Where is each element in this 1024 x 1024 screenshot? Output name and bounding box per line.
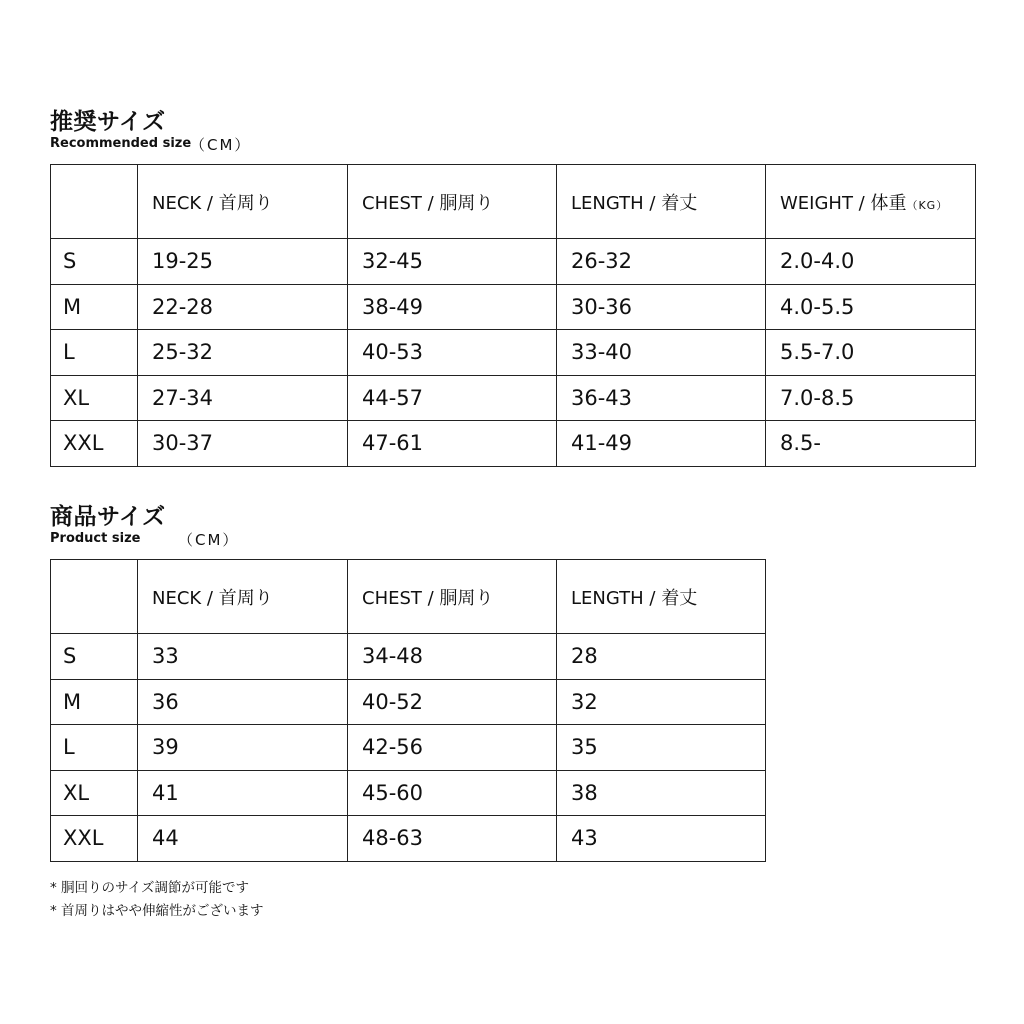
chest-cell: 34-48 [348, 634, 557, 680]
header-weight [766, 165, 976, 239]
size-notes [50, 877, 264, 923]
size-label: XL [51, 770, 138, 816]
chest-cell: 44-57 [348, 375, 557, 421]
size-label: S [51, 634, 138, 680]
weight-cell: 5.5-7.0 [766, 330, 976, 376]
table-row [51, 770, 766, 816]
chest-cell: 40-52 [348, 679, 557, 725]
length-cell: 30-36 [557, 284, 766, 330]
size-label: M [51, 284, 138, 330]
recommended-unit: （CM） [190, 136, 252, 154]
neck-cell: 39 [138, 725, 348, 771]
neck-cell: 44 [138, 816, 348, 862]
chest-cell: 40-53 [348, 330, 557, 376]
product-unit: （CM） [178, 531, 240, 549]
header-weight-label: WEIGHT / 体重 [780, 192, 907, 214]
size-label: S [51, 239, 138, 285]
neck-cell: 33 [138, 634, 348, 680]
size-label: M [51, 679, 138, 725]
neck-cell: 25-32 [138, 330, 348, 376]
length-cell: 38 [557, 770, 766, 816]
neck-cell: 41 [138, 770, 348, 816]
recommended-title-jp: 推奨サイズ [50, 109, 166, 135]
chest-cell: 42-56 [348, 725, 557, 771]
table-row [51, 816, 766, 862]
note-waist-adjustable: * 胴回りのサイズ調節が可能です [50, 880, 249, 896]
recommended-size-table [50, 164, 976, 467]
table-row [51, 239, 976, 285]
header-neck: NECK / 首周り [138, 165, 348, 239]
product-size-section [50, 503, 766, 862]
size-label: XXL [51, 421, 138, 467]
product-size-heading [50, 503, 766, 559]
size-label: XL [51, 375, 138, 421]
weight-cell: 8.5- [766, 421, 976, 467]
header-chest: CHEST / 胴周り [348, 560, 557, 634]
chest-cell: 48-63 [348, 816, 557, 862]
neck-cell: 19-25 [138, 239, 348, 285]
note-neck-stretch: * 首周りはやや伸縮性がございます [50, 903, 264, 919]
table-row [51, 421, 976, 467]
neck-cell: 30-37 [138, 421, 348, 467]
product-title-jp: 商品サイズ [50, 504, 166, 530]
weight-cell: 4.0-5.5 [766, 284, 976, 330]
length-cell: 33-40 [557, 330, 766, 376]
table-row [51, 284, 976, 330]
table-row [51, 375, 976, 421]
weight-unit: （KG） [906, 198, 949, 212]
chest-cell: 32-45 [348, 239, 557, 285]
length-cell: 36-43 [557, 375, 766, 421]
recommended-size-heading [50, 108, 976, 164]
neck-cell: 36 [138, 679, 348, 725]
neck-cell: 27-34 [138, 375, 348, 421]
header-chest: CHEST / 胴周り [348, 165, 557, 239]
header-neck: NECK / 首周り [138, 560, 348, 634]
header-empty-cell [51, 560, 138, 634]
size-label: XXL [51, 816, 138, 862]
weight-cell: 2.0-4.0 [766, 239, 976, 285]
table-row [51, 679, 766, 725]
table-row [51, 634, 766, 680]
product-size-table [50, 559, 766, 862]
neck-cell: 22-28 [138, 284, 348, 330]
length-cell: 35 [557, 725, 766, 771]
table-row [51, 330, 976, 376]
header-empty-cell [51, 165, 138, 239]
chest-cell: 47-61 [348, 421, 557, 467]
length-cell: 32 [557, 679, 766, 725]
chest-cell: 38-49 [348, 284, 557, 330]
header-length: LENGTH / 着丈 [557, 165, 766, 239]
weight-cell: 7.0-8.5 [766, 375, 976, 421]
chest-cell: 45-60 [348, 770, 557, 816]
recommended-title-en: Recommended size [50, 136, 192, 151]
length-cell: 28 [557, 634, 766, 680]
length-cell: 43 [557, 816, 766, 862]
length-cell: 41-49 [557, 421, 766, 467]
recommended-size-section [50, 108, 976, 467]
size-label: L [51, 725, 138, 771]
header-length: LENGTH / 着丈 [557, 560, 766, 634]
table-header-row [51, 560, 766, 634]
product-title-en: Product size [50, 531, 141, 546]
size-label: L [51, 330, 138, 376]
length-cell: 26-32 [557, 239, 766, 285]
table-header-row [51, 165, 976, 239]
table-row [51, 725, 766, 771]
